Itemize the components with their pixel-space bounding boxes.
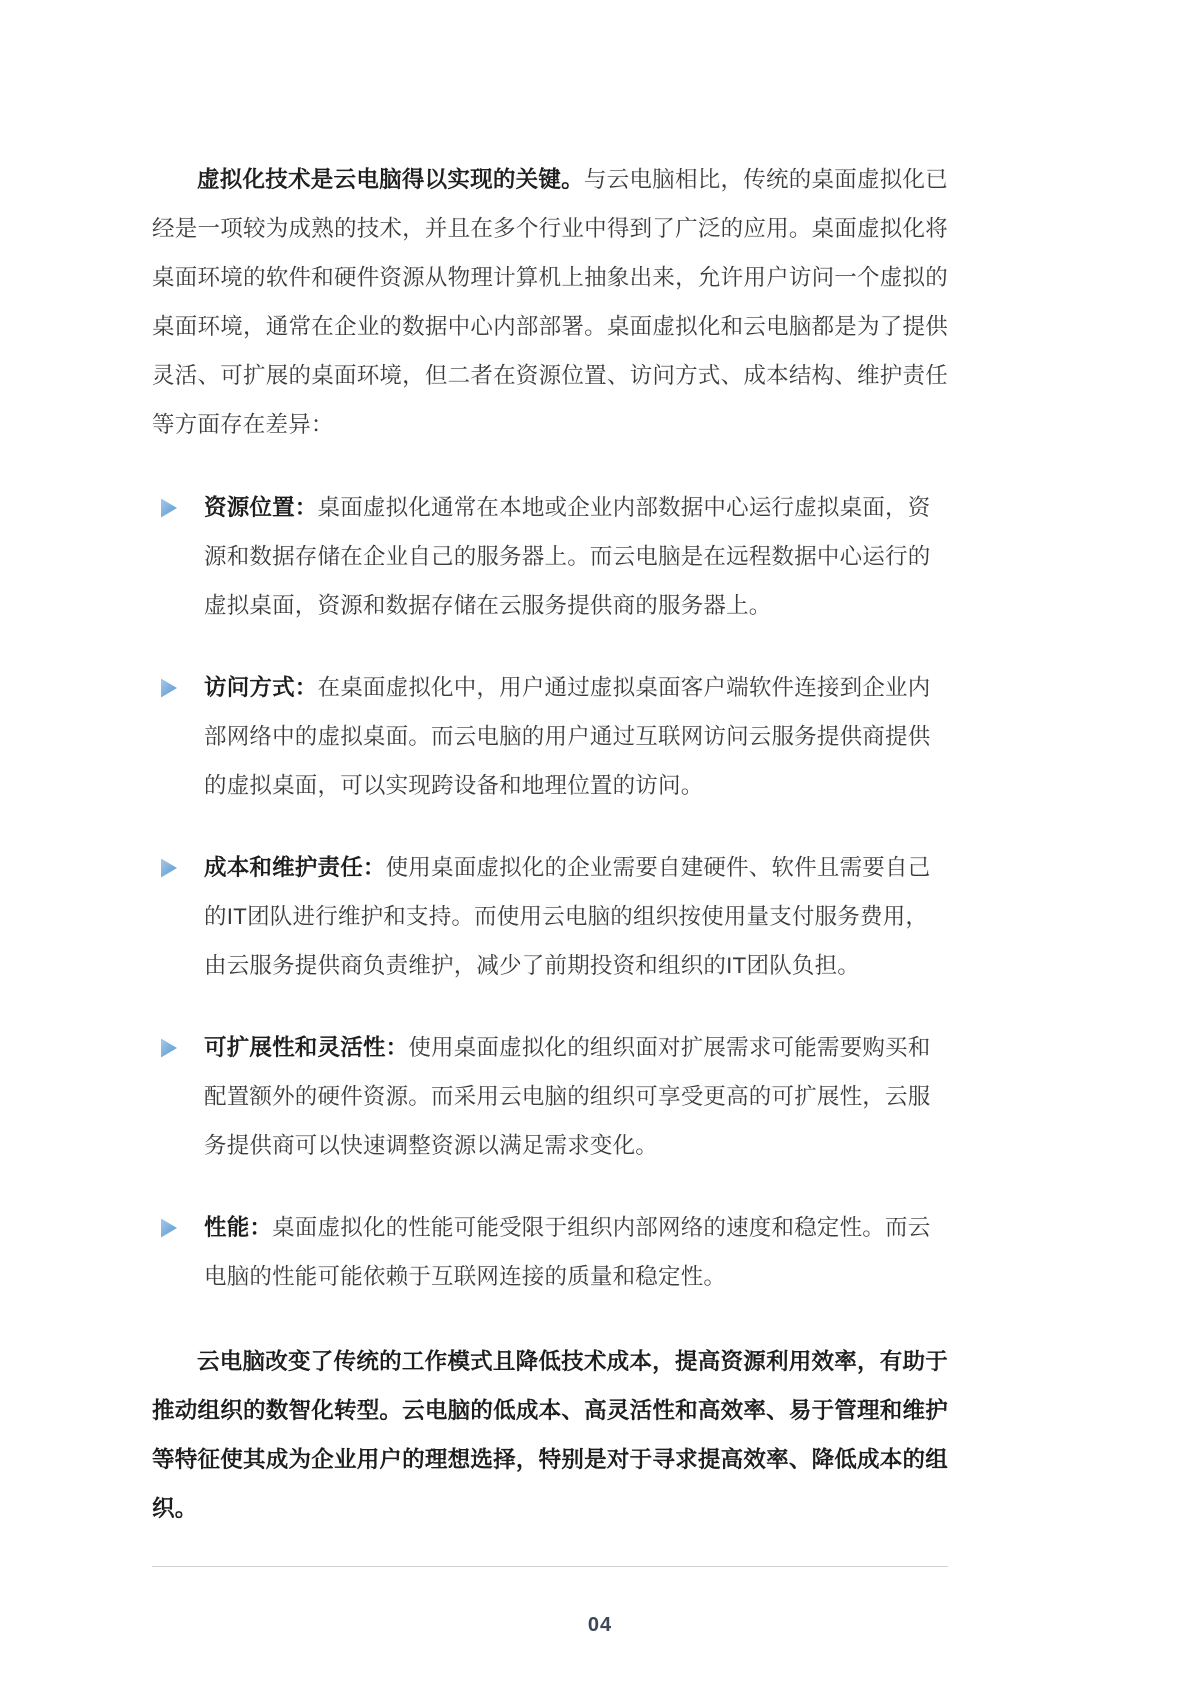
- closing-paragraph: 云电脑改变了传统的工作模式且降低技术成本，提高资源利用效率，有助于推动组织的数智化转型。云电脑的低成本、高灵活性和高效率、易于管理和维护等特征使其成为企业用户的理想选择，特别是对于寻求提高效率、降低成本的组织。: [152, 1349, 948, 1521]
- triangle-right-icon: [158, 677, 180, 699]
- triangle-right-icon: [158, 857, 180, 879]
- list-item-term: 可扩展性和灵活性：: [204, 1035, 409, 1060]
- page-number: 04: [587, 1614, 613, 1636]
- triangle-right-icon: [158, 1037, 180, 1059]
- triangle-right-icon: [158, 1217, 180, 1239]
- list-item-text: [204, 675, 930, 798]
- list-item-term: 资源位置：: [204, 495, 318, 520]
- list-item-term: 访问方式：: [204, 675, 318, 700]
- list-item-body: 在桌面虚拟化中，用户通过虚拟桌面客户端软件连接到企业内部网络中的虚拟桌面。而云电脑的用户通过互联网访问云服务提供商提供的虚拟桌面，可以实现跨设备和地理位置的访问。: [204, 675, 931, 798]
- list-item: [152, 1023, 948, 1170]
- list-item-text: [204, 855, 930, 978]
- intro-lead-sentence: 虚拟化技术是云电脑得以实现的关键。: [197, 167, 584, 192]
- list-item-body: 桌面虚拟化通常在本地或企业内部数据中心运行虚拟桌面，资源和数据存储在企业自己的服务器上。而云电脑是在远程数据中心运行的虚拟桌面，资源和数据存储在云服务提供商的服务器上。: [204, 495, 931, 618]
- intro-body-text: 与云电脑相比，传统的桌面虚拟化已经是一项较为成熟的技术，并且在多个行业中得到了广泛的应用。桌面虚拟化将桌面环境的软件和硬件资源从物理计算机上抽象出来，允许用户访问一个虚拟的桌面环境，通常在企业的数据中心内部部署。桌面虚拟化和云电脑都是为了提供灵活、可扩展的桌面环境，但二者在资源位置、访问方式、成本结构、维护责任等方面存在差异：: [152, 167, 948, 437]
- list-item-text: [204, 1215, 930, 1289]
- list-item-text: [204, 495, 930, 618]
- list-item-body: 使用桌面虚拟化的组织面对扩展需求可能需要购买和配置额外的硬件资源。而采用云电脑的组织可享受更高的可扩展性，云服务提供商可以快速调整资源以满足需求变化。: [204, 1035, 931, 1158]
- list-item: [152, 1203, 948, 1301]
- list-item: [152, 483, 948, 630]
- list-item: [152, 663, 948, 810]
- list-item-body: 使用桌面虚拟化的企业需要自建硬件、软件且需要自己的IT团队进行维护和支持。而使用云电脑的组织按使用量支付服务费用，由云服务提供商负责维护，减少了前期投资和组织的IT团队负担。: [204, 855, 931, 978]
- comparison-bullet-list: [152, 483, 948, 1301]
- page-content: [152, 155, 948, 1556]
- list-item-body: 桌面虚拟化的性能可能受限于组织内部网络的速度和稳定性。而云电脑的性能可能依赖于互联网连接的质量和稳定性。: [204, 1215, 931, 1289]
- list-item-term: 成本和维护责任：: [204, 855, 386, 880]
- list-item-text: [204, 1035, 930, 1158]
- list-item-term: 性能：: [204, 1215, 273, 1240]
- intro-paragraph: [152, 155, 948, 449]
- triangle-right-icon: [158, 497, 180, 519]
- footer-divider: [152, 1566, 948, 1567]
- list-item: [152, 843, 948, 990]
